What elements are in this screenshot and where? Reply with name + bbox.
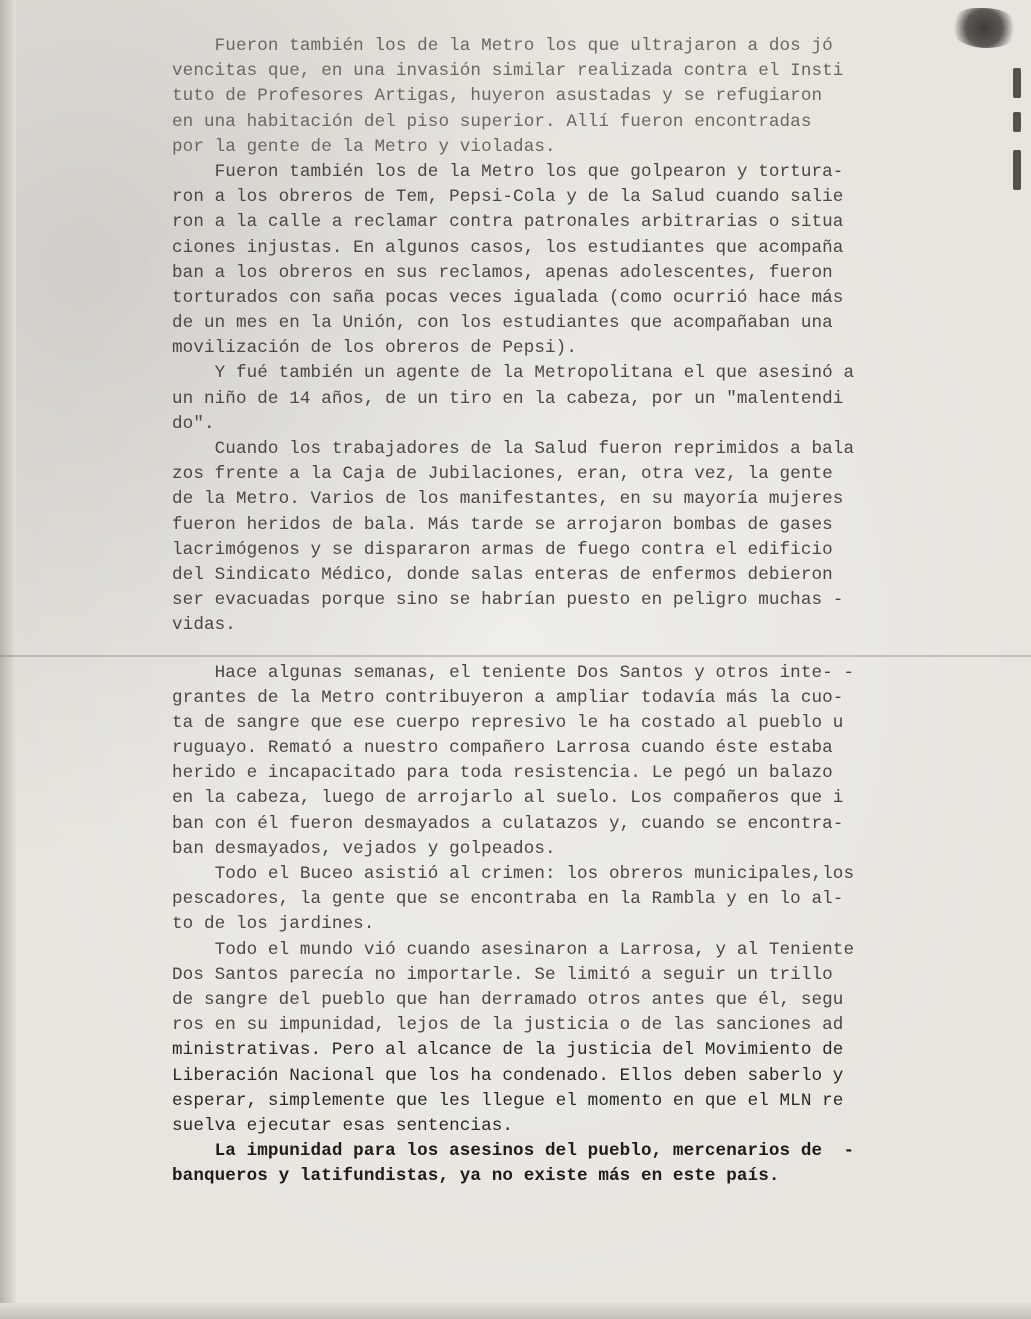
text-line: ron a los obreros de Tem, Pepsi-Cola y de la Salud cuando salie xyxy=(172,187,844,208)
text-line: ciones injustas. En algunos casos, los estudiantes que acompaña xyxy=(172,237,844,258)
text-line: herido e incapacitado para toda resistencia. Le pegó un balazo xyxy=(172,763,833,784)
text-line: ministrativas. Pero al alcance de la justicia del Movimiento de xyxy=(172,1040,844,1061)
text-line: un niño de 14 años, de un tiro en la cabeza, por un "malentendi xyxy=(172,388,844,409)
text-line: suelva ejecutar esas sentencias. xyxy=(172,1115,514,1136)
text-line: en una habitación del piso superior. Allí fueron encontradas xyxy=(172,111,812,132)
text-line: Cuando los trabajadores de la Salud fueron reprimidos a bala xyxy=(172,439,855,459)
text-line: Fueron también los de la Metro los que ultrajaron a dos jó xyxy=(172,36,833,56)
text-line: ser evacuadas porque sino se habrían puesto en peligro muchas - xyxy=(172,590,844,611)
page-left-edge xyxy=(0,0,16,1319)
text-line: ruguayo. Remató a nuestro compañero Larrosa cuando éste estaba xyxy=(172,738,833,759)
text-line: del Sindicato Médico, donde salas enteras de enfermos debieron xyxy=(172,564,833,585)
text-line: en la cabeza, luego de arrojarlo al suelo. Los compañeros que i xyxy=(172,788,844,809)
text-line: de sangre del pueblo que han derramado otros antes que él, segu xyxy=(172,989,844,1010)
text-line: tuto de Profesores Artigas, huyeron asustadas y se refugiaron xyxy=(172,86,823,107)
paragraph-gap xyxy=(172,639,1022,661)
text-line: movilización de los obreros de Pepsi). xyxy=(172,338,578,359)
text-line: ros en su impunidad, lejos de la justicia o de las sanciones ad xyxy=(172,1015,844,1036)
paragraph xyxy=(172,160,1022,362)
paragraph xyxy=(172,938,1022,1140)
text-line: La impunidad para los asesinos del pueblo, mercenarios de - xyxy=(172,1141,855,1162)
text-line: banqueros y latifundistas, ya no existe más en este país. xyxy=(172,1166,780,1187)
text-line: fueron heridos de bala. Más tarde se arrojaron bombas de gases xyxy=(172,514,833,535)
document-text xyxy=(172,34,1022,1189)
text-line: Fueron también los de la Metro los que golpearon y tortura- xyxy=(172,161,844,182)
text-line: ron a la calle a reclamar contra patronales arbitrarias o situa xyxy=(172,212,844,233)
paragraph xyxy=(172,862,1022,938)
text-line: to de los jardines. xyxy=(172,914,375,935)
text-line: ban desmayados, vejados y golpeados. xyxy=(172,838,556,859)
text-line: zos frente a la Caja de Jubilaciones, eran, otra vez, la gente xyxy=(172,464,833,485)
paragraph xyxy=(172,437,1022,639)
text-line: grantes de la Metro contribuyeron a ampliar todavía más la cuo- xyxy=(172,687,844,708)
text-line: ban a los obreros en sus reclamos, apenas adolescentes, fueron xyxy=(172,262,833,283)
text-line: Dos Santos parecía no importarle. Se limitó a seguir un trillo xyxy=(172,964,833,985)
text-line: de un mes en la Unión, con los estudiantes que acompañaban una xyxy=(172,313,833,334)
text-line: lacrimógenos y se dispararon armas de fuego contra el edificio xyxy=(172,539,833,560)
text-line: vencitas que, en una invasión similar realizada contra el Insti xyxy=(172,61,844,82)
text-line: ban con él fueron desmayados a culatazos y, cuando se encontra- xyxy=(172,813,844,834)
text-line: Todo el mundo vió cuando asesinaron a Larrosa, y al Teniente xyxy=(172,939,855,960)
page-bottom-edge xyxy=(0,1303,1031,1319)
paragraph xyxy=(172,361,1022,437)
text-line: Todo el Buceo asistió al crimen: los obreros municipales,los xyxy=(172,864,855,884)
text-line: por la gente de la Metro y violadas. xyxy=(172,136,556,157)
text-line: Liberación Nacional que los ha condenado. Ellos deben saberlo y xyxy=(172,1065,844,1086)
closing-statement xyxy=(172,1139,1022,1189)
text-line: Y fué también un agente de la Metropolitana el que asesinó a xyxy=(172,363,855,384)
text-line: Hace algunas semanas, el teniente Dos Santos y otros inte- - xyxy=(172,662,855,683)
text-line: pescadores, la gente que se encontraba en la Rambla y en lo al- xyxy=(172,889,844,910)
text-line: esperar, simplemente que les llegue el momento en que el MLN re xyxy=(172,1090,844,1111)
text-line: vidas. xyxy=(172,615,236,636)
text-line: de la Metro. Varios de los manifestantes, en su mayoría mujeres xyxy=(172,489,844,510)
text-line: ta de sangre que ese cuerpo represivo le ha costado al pueblo u xyxy=(172,712,844,733)
paragraph xyxy=(172,661,1022,863)
text-line: torturados con saña pocas veces igualada (como ocurrió hace más xyxy=(172,287,844,308)
paragraph xyxy=(172,34,1022,160)
text-line: do". xyxy=(172,413,215,434)
